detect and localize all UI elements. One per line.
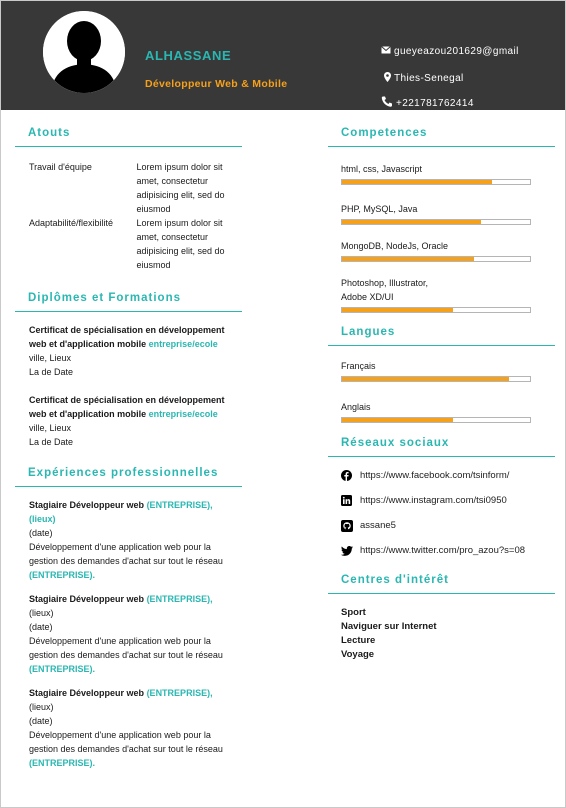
language-bar-fill [342, 377, 509, 381]
atout-value: Lorem ipsum dolor sit amet, consectetur adipisicing elit, sed do eiusmod [136, 218, 225, 270]
person-silhouette-icon [43, 11, 125, 93]
github-icon [341, 520, 359, 532]
skill-label: html, css, Javascript [341, 164, 423, 174]
contact-location [384, 72, 464, 85]
linkedin-icon [341, 495, 359, 506]
experience-place: (lieux) [29, 514, 56, 524]
social-github[interactable] [328, 513, 555, 538]
experience-desc: Développement d'une application web pour la gestion des demandes d'achat sur tout le réseau [29, 730, 223, 754]
skill-item [328, 202, 555, 225]
skill-bar [341, 219, 531, 225]
candidate-name: ALHASSANE [145, 48, 232, 63]
skill-label: PHP, MySQL, Java [341, 204, 418, 214]
social-twitter[interactable] [328, 538, 555, 563]
header [1, 1, 565, 110]
language-label: Anglais [341, 402, 371, 412]
experience-role: Stagiaire Développeur web [29, 688, 145, 698]
experience-place: (lieux) [29, 608, 54, 618]
atout-item [15, 160, 242, 216]
experience-entry [15, 592, 242, 676]
experience-place: (lieux) [29, 702, 54, 712]
phone-icon [381, 96, 393, 110]
diploma-title: Certificat de spécialisation en développement web et d'application mobile [29, 325, 225, 349]
experience-company: (ENTREPRISE), [146, 688, 213, 698]
experience-company-end: (ENTREPRISE). [29, 664, 96, 674]
experience-role: Stagiaire Développeur web [29, 594, 145, 604]
skill-item [328, 276, 555, 313]
interest-item: Voyage [341, 649, 375, 660]
diploma-entry [15, 323, 242, 379]
diploma-date: La de Date [29, 367, 74, 377]
diploma-org: entreprise/ecole [148, 339, 218, 349]
skill-item [328, 162, 555, 185]
experience-company: (ENTREPRISE), [146, 500, 213, 510]
facebook-icon [341, 470, 359, 481]
candidate-role: Développeur Web & Mobile [145, 78, 288, 90]
atout-value: Lorem ipsum dolor sit amet, consectetur adipisicing elit, sed do eiusmod [136, 162, 225, 214]
experience-role: Stagiaire Développeur web [29, 500, 145, 510]
interest-item: Lecture [341, 635, 376, 646]
reseaux-title: Réseaux sociaux [328, 429, 555, 457]
experience-desc: Développement d'une application web pour la gestion des demandes d'achat sur tout le réseau [29, 542, 223, 566]
contact-phone[interactable] [381, 96, 474, 110]
left-column [15, 119, 242, 770]
location-text: Thies-Senegal [394, 73, 464, 84]
social-linkedin-text: https://www.instagram.com/tsi0950 [360, 495, 507, 506]
social-github-text: assane5 [360, 520, 396, 531]
skill-bar-fill [342, 180, 492, 184]
experience-desc: Développement d'une application web pour la gestion des demandes d'achat sur tout le réseau [29, 636, 223, 660]
interest-item: Sport [341, 607, 366, 618]
diploma-title: Certificat de spécialisation en développement web et d'application mobile [29, 395, 225, 419]
language-bar [341, 417, 531, 423]
social-facebook-text: https://www.facebook.com/tsinform/ [360, 470, 510, 481]
experience-entry [15, 498, 242, 582]
social-twitter-text: https://www.twitter.com/pro_azou?s=08 [360, 545, 526, 556]
avatar [43, 11, 125, 93]
experience-date: (date) [29, 528, 53, 538]
skill-item [328, 239, 555, 262]
skill-bar-fill [342, 308, 453, 312]
atout-key: Adaptabilité/flexibilité [29, 218, 114, 228]
diploma-org: entreprise/ecole [148, 409, 218, 419]
langues-title: Langues [328, 318, 555, 346]
language-bar-fill [342, 418, 453, 422]
map-marker-icon [384, 72, 391, 85]
atout-key: Travail d'équipe [29, 162, 92, 172]
skill-label: Photoshop, Illustrator, Adobe XD/UI [341, 278, 429, 302]
diploma-place: ville, Lieux [29, 423, 72, 433]
diploma-date: La de Date [29, 437, 74, 447]
skill-bar-fill [342, 257, 474, 261]
social-linkedin[interactable] [328, 488, 555, 513]
twitter-icon [341, 546, 359, 556]
skill-bar [341, 307, 531, 313]
atouts-title: Atouts [15, 119, 242, 147]
phone-text: +221781762414 [396, 97, 474, 109]
experience-entry [15, 686, 242, 770]
experiences-title: Expériences professionnelles [15, 459, 242, 487]
atout-item [15, 216, 242, 272]
interest-item: Naviguer sur Internet [341, 621, 437, 632]
language-item [328, 400, 555, 423]
skill-bar [341, 179, 531, 185]
email-text: gueyeazou201629@gmail [394, 46, 519, 57]
skill-label: MongoDB, NodeJs, Oracle [341, 241, 449, 251]
language-item [328, 359, 555, 382]
competences-title: Competences [328, 119, 555, 147]
diploma-entry [15, 393, 242, 449]
envelope-icon [381, 46, 391, 57]
social-facebook[interactable] [328, 463, 555, 488]
diplomes-title: Diplômes et Formations [15, 284, 242, 312]
right-column [328, 119, 555, 662]
experience-company: (ENTREPRISE), [146, 594, 213, 604]
contact-email[interactable] [381, 46, 519, 57]
interets-title: Centres d'intérêt [328, 566, 555, 594]
skill-bar-fill [342, 220, 481, 224]
experience-date: (date) [29, 716, 53, 726]
experience-date: (date) [29, 622, 53, 632]
skill-bar [341, 256, 531, 262]
experience-company-end: (ENTREPRISE). [29, 758, 96, 768]
language-bar [341, 376, 531, 382]
experience-company-end: (ENTREPRISE). [29, 570, 96, 580]
diploma-place: ville, Lieux [29, 353, 72, 363]
language-label: Français [341, 361, 376, 371]
